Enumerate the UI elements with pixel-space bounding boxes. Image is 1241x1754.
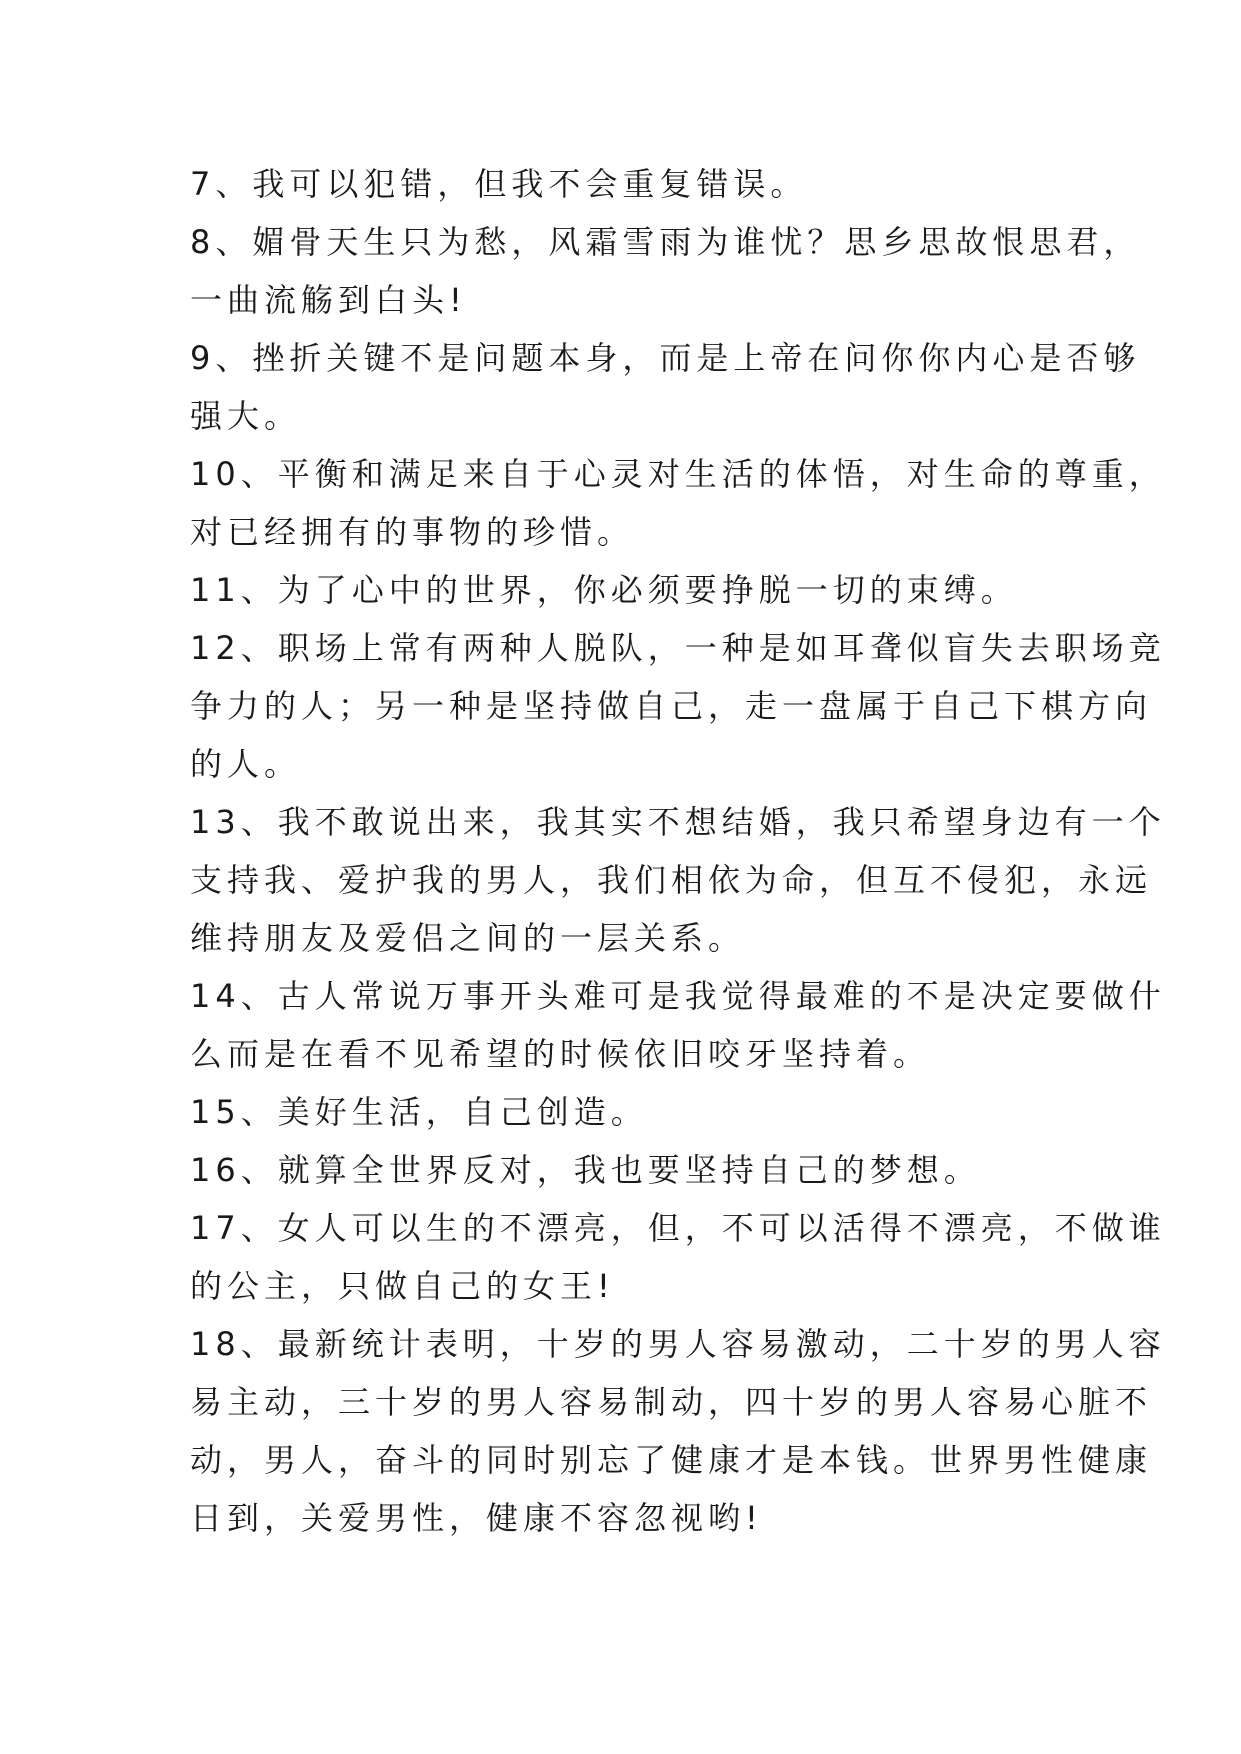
list-item xyxy=(190,213,1141,329)
text-line: 14、古人常说万事开头难可是我觉得最难的不是决定要做什 xyxy=(190,977,1166,1015)
text-line: 10、平衡和满足来自于心灵对生活的体悟，对生命的尊重， xyxy=(190,455,1166,493)
text-line: 18、最新统计表明，十岁的男人容易激动，二十岁的男人容 xyxy=(190,1325,1166,1363)
text-line: 12、职场上常有两种人脱队，一种是如耳聋似盲失去职场竞 xyxy=(190,629,1166,667)
list-item xyxy=(190,155,1070,213)
document-body xyxy=(190,155,1166,1547)
list-item xyxy=(190,561,1070,619)
list-item xyxy=(190,445,1166,561)
text-line: 易主动，三十岁的男人容易制动，四十岁的男人容易心脏不 xyxy=(190,1383,1153,1421)
text-line: 的公主，只做自己的女王! xyxy=(190,1267,615,1305)
text-line: 日到，关爱男性，健康不容忽视哟! xyxy=(190,1499,763,1537)
text-line: 维持朋友及爱侣之间的一层关系。 xyxy=(190,919,746,957)
text-line: 13、我不敢说出来，我其实不想结婚，我只希望身边有一个 xyxy=(190,803,1166,841)
list-item xyxy=(190,329,1141,445)
list-item xyxy=(190,619,1166,793)
text-line: 争力的人；另一种是坚持做自己，走一盘属于自己下棋方向 xyxy=(190,687,1153,725)
text-line: 的人。 xyxy=(190,745,302,783)
text-line: 7、我可以犯错，但我不会重复错误。 xyxy=(190,165,808,203)
text-line: 支持我、爱护我的男人，我们相依为命，但互不侵犯，永远 xyxy=(190,861,1153,899)
text-line: 16、就算全世界反对，我也要坚持自己的梦想。 xyxy=(190,1151,981,1189)
text-line: 15、美好生活，自己创造。 xyxy=(190,1093,648,1131)
list-item xyxy=(190,1141,1070,1199)
list-item xyxy=(190,1199,1166,1315)
text-line: 么而是在看不见希望的时候依旧咬牙坚持着。 xyxy=(190,1035,931,1073)
list-item xyxy=(190,1315,1166,1547)
list-item xyxy=(190,967,1166,1083)
text-line: 对已经拥有的事物的珍惜。 xyxy=(190,513,635,551)
text-line: 强大。 xyxy=(190,397,302,435)
list-item xyxy=(190,1083,1070,1141)
text-line: 动，男人，奋斗的同时别忘了健康才是本钱。世界男性健康 xyxy=(190,1441,1153,1479)
text-line: 一曲流觞到白头! xyxy=(190,281,467,319)
text-line: 11、为了心中的世界，你必须要挣脱一切的束缚。 xyxy=(190,571,1018,609)
text-line: 8、媚骨天生只为愁，风霜雪雨为谁忧？思乡思故恨思君， xyxy=(190,223,1141,261)
text-line: 17、女人可以生的不漂亮，但，不可以活得不漂亮，不做谁 xyxy=(190,1209,1166,1247)
list-item xyxy=(190,793,1166,967)
text-line: 9、挫折关键不是问题本身，而是上帝在问你你内心是否够 xyxy=(190,339,1141,377)
